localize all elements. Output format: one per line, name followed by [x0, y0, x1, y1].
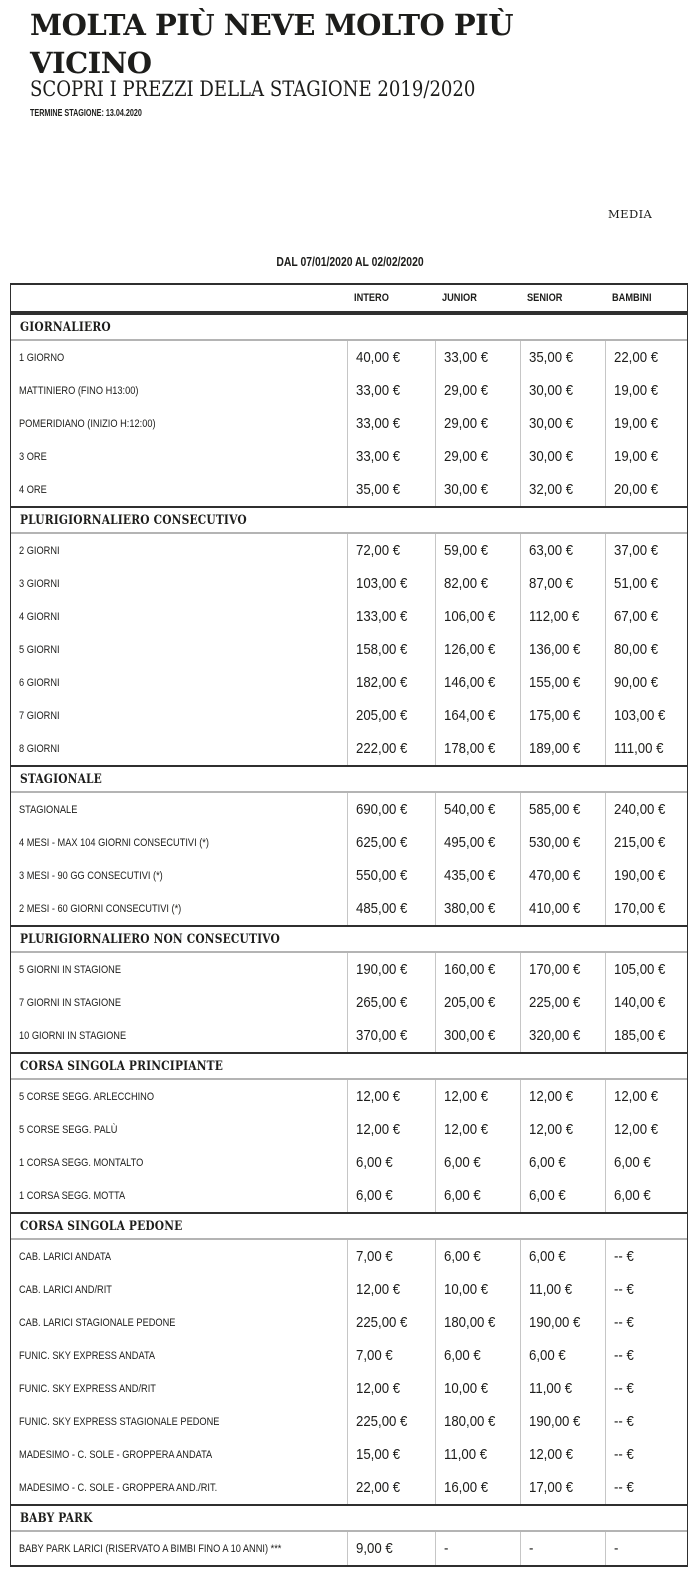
price-cell-intero: 370,00 € [347, 1019, 435, 1052]
table-row [11, 826, 687, 859]
price-cell-bambini: 90,00 € [605, 666, 687, 699]
price-cell-bambini: 51,00 € [605, 567, 687, 600]
price-cell-intero: 15,00 € [347, 1438, 435, 1471]
price-cell-bambini: 19,00 € [605, 374, 687, 407]
price-cell-intero: 33,00 € [347, 374, 435, 407]
price-cell-junior: 33,00 € [435, 341, 520, 374]
table-row [11, 600, 687, 633]
price-cell-junior: 540,00 € [435, 793, 520, 826]
table-row [11, 1273, 687, 1306]
price-cell-senior: 155,00 € [520, 666, 605, 699]
section-header-baby-park [11, 1504, 687, 1532]
price-cell-junior: 10,00 € [435, 1273, 520, 1306]
price-cell-intero: 72,00 € [347, 534, 435, 567]
price-cell-senior: 30,00 € [520, 407, 605, 440]
price-cell-intero: 12,00 € [347, 1372, 435, 1405]
table-row [11, 1339, 687, 1372]
price-cell-bambini: 240,00 € [605, 793, 687, 826]
table-row [11, 1405, 687, 1438]
row-label: STAGIONALE [19, 803, 78, 816]
row-label: 2 GIORNI [19, 544, 60, 557]
price-cell-senior: 30,00 € [520, 440, 605, 473]
price-cell-junior: 16,00 € [435, 1471, 520, 1504]
price-cell-junior: 82,00 € [435, 567, 520, 600]
price-cell-junior: 205,00 € [435, 986, 520, 1019]
price-cell-senior: 30,00 € [520, 374, 605, 407]
section-title: PLURIGIORNALIERO CONSECUTIVO [20, 512, 247, 528]
season-end-date: TERMINE STAGIONE: 13.04.2020 [30, 108, 142, 119]
section-header-corsa-singola-principiante [11, 1052, 687, 1080]
price-cell-senior: 12,00 € [520, 1080, 605, 1113]
price-table-body [11, 313, 687, 1565]
price-cell-bambini: 190,00 € [605, 859, 687, 892]
price-cell-senior: 6,00 € [520, 1179, 605, 1212]
price-cell-senior: 11,00 € [520, 1273, 605, 1306]
row-label: FUNIC. SKY EXPRESS STAGIONALE PEDONE [19, 1415, 220, 1428]
price-cell-bambini: -- € [605, 1471, 687, 1504]
page-subtitle: SCOPRI I PREZZI DELLA STAGIONE 2019/2020 [30, 77, 476, 101]
column-header-senior: SENIOR [527, 292, 563, 304]
price-cell-bambini: 170,00 € [605, 892, 687, 925]
price-cell-senior: 87,00 € [520, 567, 605, 600]
row-label: 4 MESI - MAX 104 GIORNI CONSECUTIVI (*) [19, 836, 209, 849]
price-cell-intero: 550,00 € [347, 859, 435, 892]
price-cell-senior: 470,00 € [520, 859, 605, 892]
price-cell-intero: 33,00 € [347, 440, 435, 473]
price-cell-bambini: 111,00 € [605, 732, 687, 765]
table-row [11, 1306, 687, 1339]
price-cell-intero: 133,00 € [347, 600, 435, 633]
row-label: 1 CORSA SEGG. MOTTA [19, 1189, 126, 1202]
price-cell-intero: 12,00 € [347, 1080, 435, 1113]
price-cell-junior: 6,00 € [435, 1146, 520, 1179]
price-cell-junior: 6,00 € [435, 1179, 520, 1212]
row-label: POMERIDIANO (INIZIO H:12:00) [19, 417, 156, 430]
price-cell-senior: 170,00 € [520, 953, 605, 986]
price-cell-bambini: 22,00 € [605, 341, 687, 374]
price-table [10, 283, 688, 1567]
table-row [11, 440, 687, 473]
price-cell-junior: 12,00 € [435, 1113, 520, 1146]
row-label: MADESIMO - C. SOLE - GROPPERA AND./RIT. [19, 1481, 218, 1494]
row-label: 1 CORSA SEGG. MONTALTO [19, 1156, 144, 1169]
row-label: 3 MESI - 90 GG CONSECUTIVI (*) [19, 869, 163, 882]
tab-media-season[interactable]: MEDIA [608, 207, 653, 221]
price-cell-senior: 6,00 € [520, 1339, 605, 1372]
price-cell-intero: 625,00 € [347, 826, 435, 859]
price-cell-senior: 175,00 € [520, 699, 605, 732]
row-label: 4 ORE [19, 483, 47, 496]
table-row [11, 953, 687, 986]
price-cell-senior: 190,00 € [520, 1306, 605, 1339]
table-row [11, 374, 687, 407]
price-cell-bambini: 140,00 € [605, 986, 687, 1019]
price-cell-intero: 12,00 € [347, 1113, 435, 1146]
page-title [30, 6, 513, 82]
table-row [11, 1438, 687, 1471]
price-cell-senior: 12,00 € [520, 1438, 605, 1471]
row-label: BABY PARK LARICI (RISERVATO A BIMBI FINO A 10 ANNI) *** [19, 1542, 282, 1555]
price-cell-intero: 690,00 € [347, 793, 435, 826]
row-label: 5 GIORNI IN STAGIONE [19, 963, 122, 976]
section-title: BABY PARK [20, 1510, 93, 1526]
price-cell-bambini: 19,00 € [605, 407, 687, 440]
table-row [11, 793, 687, 826]
row-label: 7 GIORNI [19, 709, 60, 722]
price-cell-intero: 205,00 € [347, 699, 435, 732]
row-label: CAB. LARICI AND/RIT [19, 1283, 112, 1296]
price-cell-junior: - [435, 1532, 520, 1565]
table-row [11, 1019, 687, 1052]
table-row [11, 1532, 687, 1565]
price-cell-junior: 146,00 € [435, 666, 520, 699]
table-row [11, 859, 687, 892]
price-cell-bambini: 6,00 € [605, 1146, 687, 1179]
price-cell-intero: 6,00 € [347, 1146, 435, 1179]
price-cell-senior: - [520, 1532, 605, 1565]
price-cell-senior: 225,00 € [520, 986, 605, 1019]
price-cell-senior: 136,00 € [520, 633, 605, 666]
section-header-corsa-singola-pedone [11, 1212, 687, 1240]
section-title: PLURIGIORNALIERO NON CONSECUTIVO [20, 931, 280, 947]
price-cell-senior: 6,00 € [520, 1146, 605, 1179]
table-row [11, 473, 687, 506]
table-row [11, 1240, 687, 1273]
price-cell-junior: 30,00 € [435, 473, 520, 506]
price-cell-senior: 320,00 € [520, 1019, 605, 1052]
table-row [11, 633, 687, 666]
column-header-intero: INTERO [354, 292, 389, 304]
table-row [11, 699, 687, 732]
price-cell-intero: 12,00 € [347, 1273, 435, 1306]
price-cell-intero: 485,00 € [347, 892, 435, 925]
price-cell-bambini: 185,00 € [605, 1019, 687, 1052]
table-row [11, 986, 687, 1019]
price-cell-intero: 225,00 € [347, 1306, 435, 1339]
price-cell-intero: 35,00 € [347, 473, 435, 506]
price-cell-intero: 182,00 € [347, 666, 435, 699]
row-label: 5 CORSE SEGG. PALÙ [19, 1123, 118, 1136]
price-cell-bambini: 20,00 € [605, 473, 687, 506]
price-cell-junior: 59,00 € [435, 534, 520, 567]
price-cell-bambini: 105,00 € [605, 953, 687, 986]
section-title: CORSA SINGOLA PRINCIPIANTE [20, 1058, 224, 1074]
price-cell-junior: 435,00 € [435, 859, 520, 892]
section-title: STAGIONALE [20, 771, 102, 787]
row-label: 6 GIORNI [19, 676, 60, 689]
price-cell-intero: 225,00 € [347, 1405, 435, 1438]
price-cell-intero: 158,00 € [347, 633, 435, 666]
column-header-row [11, 285, 687, 313]
price-cell-intero: 222,00 € [347, 732, 435, 765]
price-cell-intero: 9,00 € [347, 1532, 435, 1565]
table-row [11, 1372, 687, 1405]
page-title-line1: MOLTA PIÙ NEVE MOLTO PIÙ [30, 8, 514, 42]
table-row [11, 892, 687, 925]
price-cell-bambini: -- € [605, 1339, 687, 1372]
row-label: FUNIC. SKY EXPRESS AND/RIT [19, 1382, 156, 1395]
table-row [11, 732, 687, 765]
row-label: 5 CORSE SEGG. ARLECCHINO [19, 1090, 155, 1103]
price-cell-senior: 585,00 € [520, 793, 605, 826]
price-cell-junior: 180,00 € [435, 1306, 520, 1339]
price-cell-intero: 40,00 € [347, 341, 435, 374]
price-cell-bambini: 6,00 € [605, 1179, 687, 1212]
section-header-plurigiornaliero-consecutivo [11, 506, 687, 534]
price-cell-bambini: -- € [605, 1405, 687, 1438]
page-title-line2: VICINO [30, 46, 152, 80]
row-label: 3 ORE [19, 450, 47, 463]
price-cell-intero: 33,00 € [347, 407, 435, 440]
table-row [11, 534, 687, 567]
price-cell-bambini: 103,00 € [605, 699, 687, 732]
price-cell-junior: 160,00 € [435, 953, 520, 986]
section-title: GIORNALIERO [20, 319, 111, 335]
price-cell-junior: 126,00 € [435, 633, 520, 666]
price-cell-junior: 29,00 € [435, 440, 520, 473]
row-label: MADESIMO - C. SOLE - GROPPERA ANDATA [19, 1448, 213, 1461]
price-cell-senior: 189,00 € [520, 732, 605, 765]
price-cell-intero: 265,00 € [347, 986, 435, 1019]
row-label: 4 GIORNI [19, 610, 60, 623]
price-cell-junior: 106,00 € [435, 600, 520, 633]
price-cell-senior: 112,00 € [520, 600, 605, 633]
price-cell-senior: 32,00 € [520, 473, 605, 506]
price-cell-intero: 6,00 € [347, 1179, 435, 1212]
table-row [11, 1113, 687, 1146]
price-cell-junior: 6,00 € [435, 1240, 520, 1273]
price-cell-bambini: -- € [605, 1306, 687, 1339]
column-header-bambini: BAMBINI [612, 292, 652, 304]
price-cell-junior: 12,00 € [435, 1080, 520, 1113]
price-cell-bambini: 80,00 € [605, 633, 687, 666]
column-header-junior: JUNIOR [442, 292, 477, 304]
row-label: 2 MESI - 60 GIORNI CONSECUTIVI (*) [19, 902, 182, 915]
price-cell-bambini: 67,00 € [605, 600, 687, 633]
table-row [11, 1179, 687, 1212]
row-label: 1 GIORNO [19, 351, 65, 364]
price-cell-junior: 178,00 € [435, 732, 520, 765]
table-row [11, 1146, 687, 1179]
row-label: 3 GIORNI [19, 577, 60, 590]
price-cell-senior: 190,00 € [520, 1405, 605, 1438]
price-cell-junior: 29,00 € [435, 374, 520, 407]
price-cell-bambini: -- € [605, 1273, 687, 1306]
row-label: CAB. LARICI ANDATA [19, 1250, 112, 1263]
price-cell-bambini: -- € [605, 1372, 687, 1405]
row-label: 5 GIORNI [19, 643, 60, 656]
price-cell-bambini: 215,00 € [605, 826, 687, 859]
price-cell-junior: 6,00 € [435, 1339, 520, 1372]
price-cell-junior: 164,00 € [435, 699, 520, 732]
row-label: MATTINIERO (FINO H13:00) [19, 384, 139, 397]
row-label: 8 GIORNI [19, 742, 60, 755]
price-cell-senior: 17,00 € [520, 1471, 605, 1504]
row-label: CAB. LARICI STAGIONALE PEDONE [19, 1316, 176, 1329]
section-header-giornaliero [11, 313, 687, 341]
row-label: FUNIC. SKY EXPRESS ANDATA [19, 1349, 156, 1362]
price-cell-bambini: 12,00 € [605, 1080, 687, 1113]
table-row [11, 1471, 687, 1504]
validity-period: DAL 07/01/2020 AL 02/02/2020 [276, 254, 424, 269]
price-cell-intero: 22,00 € [347, 1471, 435, 1504]
table-row [11, 1080, 687, 1113]
price-cell-junior: 11,00 € [435, 1438, 520, 1471]
section-header-stagionale [11, 765, 687, 793]
price-cell-bambini: -- € [605, 1240, 687, 1273]
price-cell-bambini: - [605, 1532, 687, 1565]
price-cell-junior: 10,00 € [435, 1372, 520, 1405]
price-cell-senior: 530,00 € [520, 826, 605, 859]
price-cell-bambini: 19,00 € [605, 440, 687, 473]
price-cell-intero: 7,00 € [347, 1240, 435, 1273]
price-cell-senior: 12,00 € [520, 1113, 605, 1146]
table-row [11, 666, 687, 699]
price-cell-bambini: -- € [605, 1438, 687, 1471]
price-cell-junior: 300,00 € [435, 1019, 520, 1052]
price-cell-bambini: 12,00 € [605, 1113, 687, 1146]
section-header-plurigiornaliero-non-consecutivo [11, 925, 687, 953]
price-cell-junior: 495,00 € [435, 826, 520, 859]
price-cell-bambini: 37,00 € [605, 534, 687, 567]
price-cell-intero: 7,00 € [347, 1339, 435, 1372]
price-cell-intero: 190,00 € [347, 953, 435, 986]
row-label: 10 GIORNI IN STAGIONE [19, 1029, 127, 1042]
price-cell-junior: 380,00 € [435, 892, 520, 925]
price-cell-intero: 103,00 € [347, 567, 435, 600]
table-row [11, 341, 687, 374]
price-cell-senior: 35,00 € [520, 341, 605, 374]
row-label: 7 GIORNI IN STAGIONE [19, 996, 122, 1009]
price-cell-senior: 11,00 € [520, 1372, 605, 1405]
price-cell-junior: 180,00 € [435, 1405, 520, 1438]
table-row [11, 407, 687, 440]
price-cell-senior: 410,00 € [520, 892, 605, 925]
price-cell-senior: 6,00 € [520, 1240, 605, 1273]
section-title: CORSA SINGOLA PEDONE [20, 1218, 183, 1234]
price-cell-junior: 29,00 € [435, 407, 520, 440]
table-row [11, 567, 687, 600]
price-cell-senior: 63,00 € [520, 534, 605, 567]
